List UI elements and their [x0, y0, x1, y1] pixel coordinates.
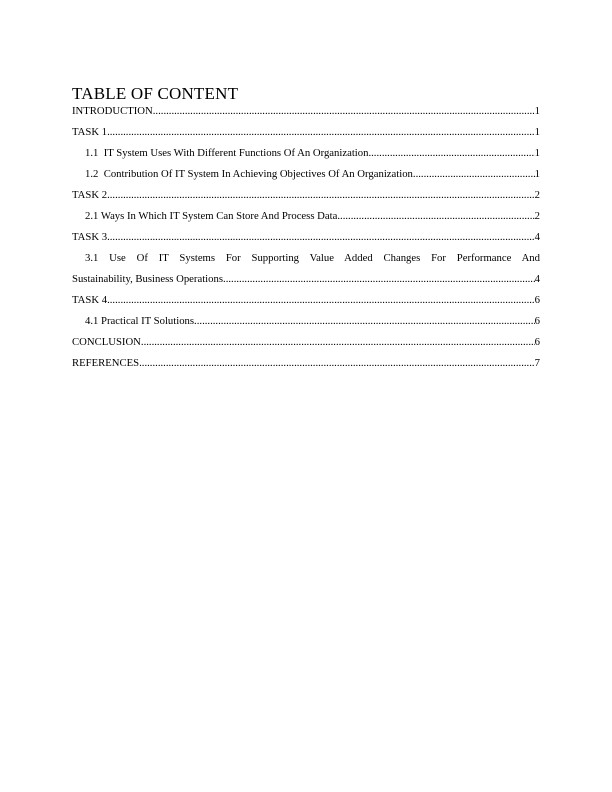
dot-leader: [139, 353, 535, 374]
toc-entry-page: 1: [534, 105, 540, 117]
toc-entry-page: 1: [534, 126, 540, 138]
toc-entry-page: 4: [534, 231, 540, 243]
dot-leader: [413, 164, 535, 185]
toc-entry-label: TASK 1: [72, 126, 108, 138]
toc-entry-page: 6: [534, 294, 540, 306]
toc-entry-introduction[interactable]: [72, 101, 540, 122]
toc-entry-task-2[interactable]: [72, 185, 540, 206]
toc-entry-3-1[interactable]: [72, 248, 540, 290]
toc-entry-label: CONCLUSION: [72, 336, 141, 348]
toc-entry-page: 4: [534, 273, 540, 285]
dot-leader: [141, 332, 535, 353]
dot-leader: [107, 122, 535, 143]
toc-entry-1-2[interactable]: [72, 164, 540, 185]
toc-entry-page: 6: [534, 315, 540, 327]
toc-entry-task-1[interactable]: [72, 122, 540, 143]
dot-leader: [337, 206, 534, 227]
toc-entry-page: 7: [534, 357, 540, 369]
toc-entry-label: 2.1 Ways In Which IT System Can Store And Process Data: [85, 210, 338, 222]
toc-entry-2-1[interactable]: [72, 206, 540, 227]
toc-entry-label: TASK 2: [72, 189, 108, 201]
toc-entry-label: 1.1 IT System Uses With Different Functions Of An Organization: [85, 147, 369, 159]
dot-leader: [194, 311, 535, 332]
toc-entry-1-1[interactable]: [72, 143, 540, 164]
toc-entry-task-3[interactable]: [72, 227, 540, 248]
dot-leader: [223, 269, 535, 290]
toc-list: [72, 101, 540, 374]
toc-entry-label: 4.1 Practical IT Solutions: [85, 315, 195, 327]
toc-entry-label: TASK 4: [72, 294, 108, 306]
toc-entry-references[interactable]: [72, 353, 540, 374]
toc-entry-label: 1.2 Contribution Of IT System In Achieving Objectives Of An Organization: [85, 168, 413, 180]
toc-entry-page: 6: [534, 336, 540, 348]
toc-entry-page: 2: [534, 189, 540, 201]
toc-entry-conclusion[interactable]: [72, 332, 540, 353]
dot-leader: [368, 143, 534, 164]
toc-entry-task-4[interactable]: [72, 290, 540, 311]
toc-entry-label: REFERENCES: [72, 357, 140, 369]
dot-leader: [153, 101, 535, 122]
toc-entry-page: 1: [534, 147, 540, 159]
toc-entry-label-continued: [72, 269, 540, 290]
toc-entry-4-1[interactable]: [72, 311, 540, 332]
dot-leader: [107, 227, 535, 248]
toc-entry-page: 1: [534, 168, 540, 180]
toc-entry-label-line2: Sustainability, Business Operations: [72, 273, 224, 285]
toc-entry-label: 3.1 Use Of IT Systems For Supporting Value Added Changes For Performance And: [85, 252, 540, 264]
dot-leader: [107, 185, 535, 206]
toc-heading: TABLE OF CONTENT: [72, 84, 239, 103]
toc-entry-label: TASK 3: [72, 231, 108, 243]
toc-entry-label: INTRODUCTION: [72, 105, 153, 117]
dot-leader: [107, 290, 535, 311]
toc-entry-page: 2: [534, 210, 540, 222]
